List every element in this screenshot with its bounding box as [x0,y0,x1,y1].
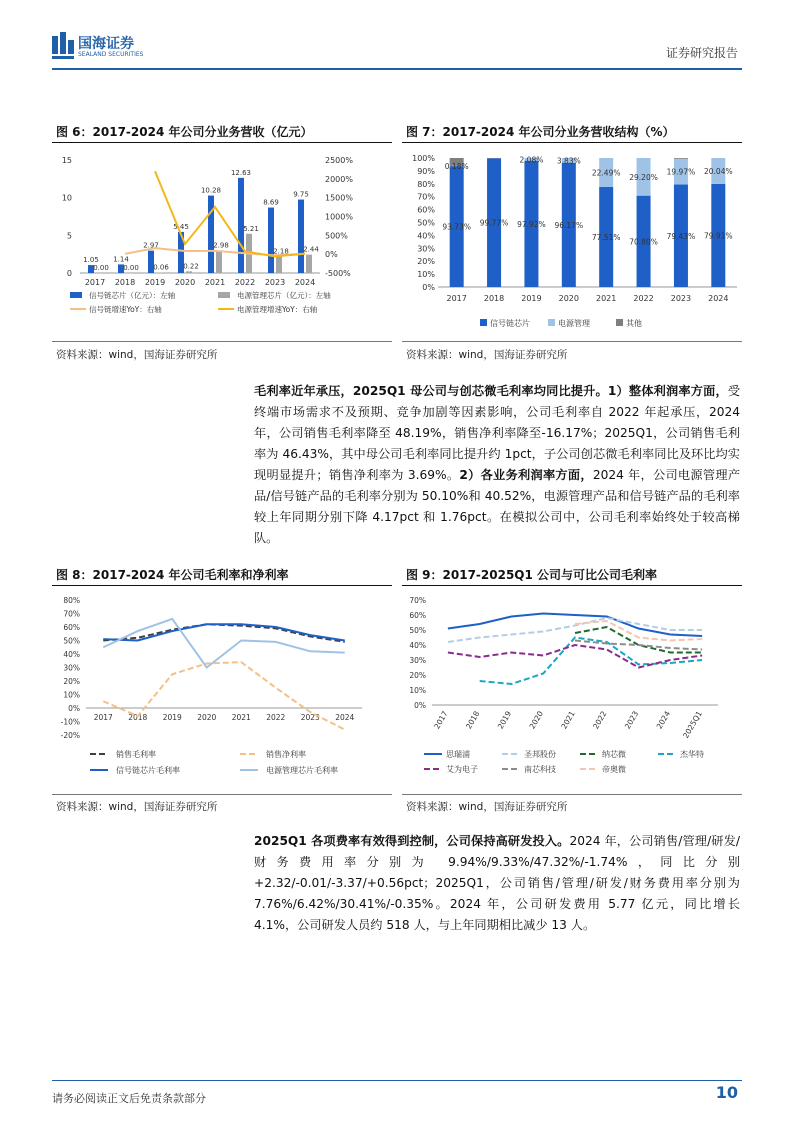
y-left-tick: 5 [66,231,72,241]
x-tick: 2017 [84,278,106,287]
x-tick: 2018 [464,709,482,731]
label-signal: 96.17% [554,220,584,230]
logo-en: SEALAND SECURITIES [78,51,144,58]
para2-text-1: 2024 年，公司销售/管理/研发/财务费用率分别为 9.94%/9.33%/47.32%/-1.74%，同比分别+2.32/-0.01/-3.37/+0.56pct；2025Q1，公司销售/管理/研发/财务费用率分别为 7.76%/6.42%/30.41%/-0.35%。2024 年，公司研发费用 5.77 亿元，同比增长 4.1%，公司研发人员约 518 人，与上年同期相比减少 13 人。 [254,834,740,932]
legend-label: 南芯科技 [524,765,556,774]
x-tick: 2022 [633,294,654,303]
x-tick: 2021 [559,709,577,731]
legend-label: 信号链增速YoY：右轴 [89,305,162,314]
line-power-yoy [155,168,305,256]
label-signal: 2.97 [143,241,159,250]
legend-label: 销售净利率 [266,750,306,759]
page-number: 10 [715,1083,738,1102]
label-power: 2.98 [213,241,229,250]
label-power: 20.04% [704,166,733,176]
label-signal: 1.14 [113,255,129,264]
para1-bold-2: 2）各业务利润率方面， [459,468,593,482]
label-power: 0.00 [93,264,109,272]
y-tick: 60% [63,623,80,632]
label-signal: 93.73% [442,222,471,232]
y-right-tick: 1500% [325,193,353,203]
x-tick: 2020 [558,294,579,303]
bar-power [186,271,192,273]
legend-label: 杰华特 [680,750,704,759]
seg-other [674,158,688,159]
header-divider [52,68,742,70]
legend-label: 电源管理 [558,319,590,328]
footer-disclaimer: 请务必阅读正文后免责条款部分 [52,1092,206,1105]
y-tick: 70% [63,609,80,619]
x-tick: 2020 [527,709,545,731]
y-right-tick: 1000% [325,212,353,222]
fig8-title: 图 8：2017-2024 年公司毛利率和净利率 [56,568,289,582]
x-tick: 2018 [128,713,148,722]
legend-label: 思瑞浦 [446,750,470,759]
fig7-title: 图 7：2017-2024 年公司分业务营收结构（%） [406,125,675,139]
y-right-tick: 2500% [325,156,353,165]
y-tick: 40% [417,231,435,241]
y-tick: 80% [63,596,80,605]
label-signal: 1.05 [83,256,99,265]
fig8-source: 资料来源：wind，国海证券研究所 [56,801,218,813]
fig8-source-rule [52,794,392,795]
x-tick: 2020 [197,713,217,722]
label-power: 0.22 [183,262,199,271]
legend-swatch [616,319,623,326]
bar-signal [298,200,304,273]
footer-divider [52,1080,742,1081]
y-tick: 20% [409,671,426,680]
x-tick: 2017 [446,294,467,303]
y-tick: 40% [63,650,80,659]
para2-bold-1: 2025Q1 各项费率有效得到控制，公司保持高研发投入。 [254,834,570,848]
x-tick: 2017 [93,713,113,722]
legend-label: 艾为电子 [446,765,478,774]
label-signal: 70.80% [629,237,658,247]
para1-bold-1: 毛利率近年承压，2025Q1 母公司与创芯微毛利率均同比提升。1）整体利润率方面， [254,384,728,398]
legend-label: 纳芯微 [602,750,626,759]
label-signal: 9.75 [293,190,309,199]
fig7-chart [402,148,742,333]
legend-label: 电源管理芯片（亿元）：左轴 [237,291,331,300]
bar-power [96,273,102,274]
x-tick: 2022 [266,713,286,722]
label-signal: 8.69 [263,198,279,207]
para1-text-2: 2024 年，公司电源管理产品/信号链产品的毛利率分别为 50.10%和 40.52%，电源管理产品和信号链产品的毛利率较上年同期分别下降 4.17pct 和 1.76pct。在模拟公司中，公司毛利率始终处于较高梯队。 [254,468,741,545]
x-tick: 2023 [300,713,320,722]
x-tick: 2023 [264,278,286,287]
y-tick: 10% [417,270,435,280]
y-tick: 90% [417,166,435,176]
y-tick: 50% [63,636,80,646]
paragraph-expenses [254,831,740,936]
legend-swatch [218,292,230,298]
y-tick: 0% [414,701,426,710]
legend-swatch [70,292,82,298]
fig9-source: 资料来源：wind，国海证券研究所 [406,801,568,813]
fig6-title-rule [52,142,392,143]
y-tick: 30% [63,663,80,673]
line-power-margin [103,619,345,668]
y-tick: 40% [409,641,426,650]
label-signal: 12.63 [230,168,252,177]
fig9-title: 图 9：2017-2025Q1 公司与可比公司毛利率 [406,568,658,582]
x-tick: 2025Q1 [681,709,704,740]
x-tick: 2022 [591,709,609,731]
fig8-chart [52,590,392,785]
x-tick: 2017 [432,709,450,731]
y-tick: 20% [63,677,80,686]
x-tick: 2018 [114,278,136,287]
fig9-title-rule [402,585,742,586]
y-left-tick: 0 [66,269,72,278]
y-tick: 60% [417,205,435,215]
bar-power [126,273,132,274]
y-tick: -10% [60,717,80,727]
x-tick: 2019 [144,278,166,287]
label-signal: 79.43% [666,231,696,241]
label-power: 2.18 [273,247,289,256]
fig9-chart [402,590,742,785]
bar-power [276,257,282,273]
bar-power [156,273,162,274]
y-tick: 50% [409,626,426,635]
x-tick: 2023 [622,709,641,731]
y-tick: 0% [68,704,80,713]
y-tick: 50% [417,218,435,228]
paragraph-margin [254,381,740,549]
label-power: 5.21 [243,224,259,233]
fig6-source-rule [52,341,392,342]
logo-cn: 国海证券 [78,36,134,52]
x-tick: 2021 [596,294,617,303]
y-tick: 80% [417,179,435,189]
label-signal: 77.51% [591,233,621,243]
x-tick: 2023 [670,294,692,303]
y-tick: 20% [417,257,435,267]
label-power: 29.20% [629,172,658,182]
legend-label: 信号链芯片毛利率 [116,766,180,775]
bar-signal [268,208,274,273]
x-tick: 2021 [231,713,251,722]
bar-power [216,251,222,273]
y-right-tick: 500% [325,231,348,241]
y-tick: 60% [409,611,426,620]
y-tick: 10% [409,686,426,695]
y-right-tick: 2000% [325,174,353,184]
y-right-tick: 0% [325,250,338,260]
legend-label: 其他 [626,319,642,328]
label-power: 0.06 [153,263,169,272]
x-tick: 2018 [483,294,505,303]
label-power: 2.44 [303,245,319,254]
legend-label: 电源管理增速YoY：右轴 [237,305,318,314]
y-left-tick: 15 [61,156,72,165]
x-tick: 2019 [495,709,514,731]
fig6-source: 资料来源：wind，国海证券研究所 [56,349,218,361]
legend-label: 圣邦股份 [524,750,556,759]
report-type: 证券研究报告 [665,46,738,60]
y-tick: -20% [60,731,80,740]
fig6-title: 图 6：2017-2024 年公司分业务营收（亿元） [56,125,313,139]
para1-text-1: 受终端市场需求不及预期、竞争加剧等因素影响，公司毛利率自 2022 年起承压，2024 年，公司销售毛利率降至 48.19%，销售净利率降至-16.17%；2025Q1，公司销售毛利率为 46.43%，其中母公司毛利率同比提升约 1pct，子公司创芯微毛利率同比及环比均实现明显提升；销售净利率为 3.69%。 [254,384,740,482]
legend-label: 电源管理芯片毛利率 [266,766,338,775]
label-signal: 97.92% [517,219,546,229]
y-left-tick: 10 [61,193,72,203]
fig6-chart [52,148,392,333]
label-power: 0.18% [444,161,469,171]
label-signal: 79.91% [704,231,733,241]
legend-label: 销售毛利率 [116,750,156,759]
y-tick: 0% [422,283,435,292]
y-tick: 70% [417,192,435,202]
y-tick: 70% [409,596,426,605]
y-tick: 30% [417,244,435,254]
x-tick: 2024 [294,278,316,287]
label-power: 19.97% [666,167,696,177]
label-power: 22.49% [591,168,621,178]
legend-label: 信号链芯片 [490,319,530,328]
fig7-title-rule [402,142,742,143]
label-signal: 5.45 [173,222,189,231]
bar-power [306,255,312,273]
legend-label: 信号链芯片（亿元）：左轴 [89,291,176,300]
x-tick: 2024 [335,713,355,722]
x-tick: 2024 [708,294,729,303]
y-tick: 100% [412,154,435,163]
fig8-title-rule [52,585,392,586]
legend-label: 帝奥微 [602,765,626,774]
legend-swatch [548,319,555,326]
label-power: 0.00 [123,264,139,272]
y-tick: 30% [409,656,426,665]
y-tick: 10% [63,690,80,700]
bar-signal [208,196,214,273]
fig7-source: 资料来源：wind，国海证券研究所 [406,349,568,361]
x-tick: 2019 [521,294,542,303]
label-signal: 10.28 [200,186,222,195]
legend-swatch [480,319,487,326]
x-tick: 2019 [162,713,182,722]
x-tick: 2020 [174,278,196,287]
x-tick: 2021 [204,278,226,287]
label-power: 3.83% [556,156,581,166]
label-power: 2.08% [519,155,544,165]
y-right-tick: -500% [325,269,351,278]
x-tick: 2024 [654,709,673,731]
x-tick: 2022 [234,278,256,287]
fig9-source-rule [402,794,742,795]
fig7-source-rule [402,341,742,342]
label-signal: 99.77% [479,218,509,228]
